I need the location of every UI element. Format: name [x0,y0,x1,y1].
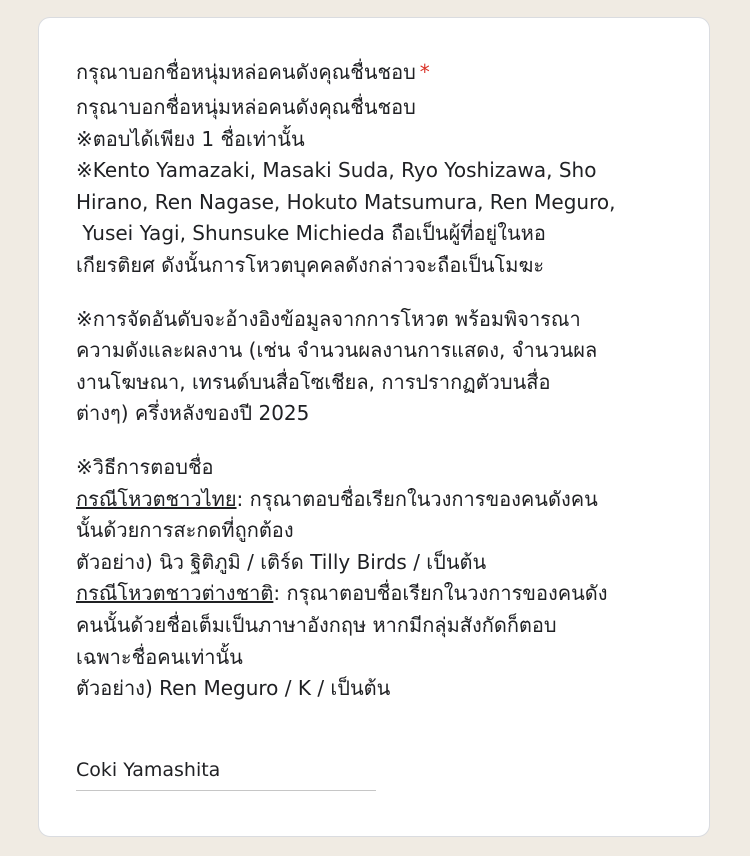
description-line: Hirano, Ren Nagase, Hokuto Matsumura, Ren Meguro, [76,189,616,214]
description-text: : กรุณาตอบชื่อเรียกในวงการของคนดังคน [236,486,598,511]
description-line: ตัวอย่าง) นิว ฐิติภูมิ / เติร์ด Tilly Birds / เป็นต้น [76,549,487,574]
description-line: นั้นด้วยการสะกดที่ถูกต้อง [76,518,294,543]
description-line [76,484,681,516]
description-line: Yusei Yagi, Shunsuke Michieda ถือเป็นผู้ที่อยู่ในหอ [76,221,546,246]
paragraph-gap [76,282,681,304]
required-asterisk: * [419,60,430,84]
description-line [76,578,681,610]
question-description [76,92,681,705]
description-line: ※ตอบได้เพียง 1 ชื่อเท่านั้น [76,126,305,151]
paragraph-gap [76,430,681,452]
underlined-heading-thai: กรณีโหวตชาวไทย [76,486,237,511]
answer-field[interactable] [76,756,376,791]
description-line: เฉพาะชื่อคนเท่านั้น [76,644,243,669]
description-line: ※วิธีการตอบชื่อ [76,454,214,479]
description-text: : กรุณาตอบชื่อเรียกในวงการของคนดัง [273,581,608,606]
description-line: ต่างๆ) ครึ่งหลังของปี 2025 [76,401,310,426]
question-title [76,56,681,88]
description-line: ※การจัดอันดับจะอ้างอิงข้อมูลจากการโหวต พร้อมพิจารณา [76,306,581,331]
question-card [38,17,710,837]
description-line: ※Kento Yamazaki, Masaki Suda, Ryo Yoshizawa, Sho [76,158,597,183]
description-line: ความดังและผลงาน (เช่น จำนวนผลงานการแสดง, จำนวนผล [76,338,598,363]
underlined-heading-foreign: กรณีโหวตชาวต่างชาติ [76,581,274,606]
description-line: ตัวอย่าง) Ren Meguro / K / เป็นต้น [76,676,391,701]
question-title-text: กรุณาบอกชื่อหนุ่มหล่อคนดังคุณชื่นชอบ [76,60,416,84]
description-line: กรุณาบอกชื่อหนุ่มหล่อคนดังคุณชื่นชอบ [76,95,416,119]
question-content [76,56,681,705]
description-line: คนนั้นด้วยชื่อเต็มเป็นภาษาอังกฤษ หากมีกลุ่มสังกัดก็ตอบ [76,612,557,637]
answer-value[interactable]: Coki Yamashita [76,756,376,791]
description-line: เกียรติยศ ดังนั้นการโหวตบุคคลดังกล่าวจะถือเป็นโมฆะ [76,252,545,277]
description-line: งานโฆษณา, เทรนด์บนสื่อโซเชียล, การปรากฏตัวบนสื่อ [76,369,551,394]
